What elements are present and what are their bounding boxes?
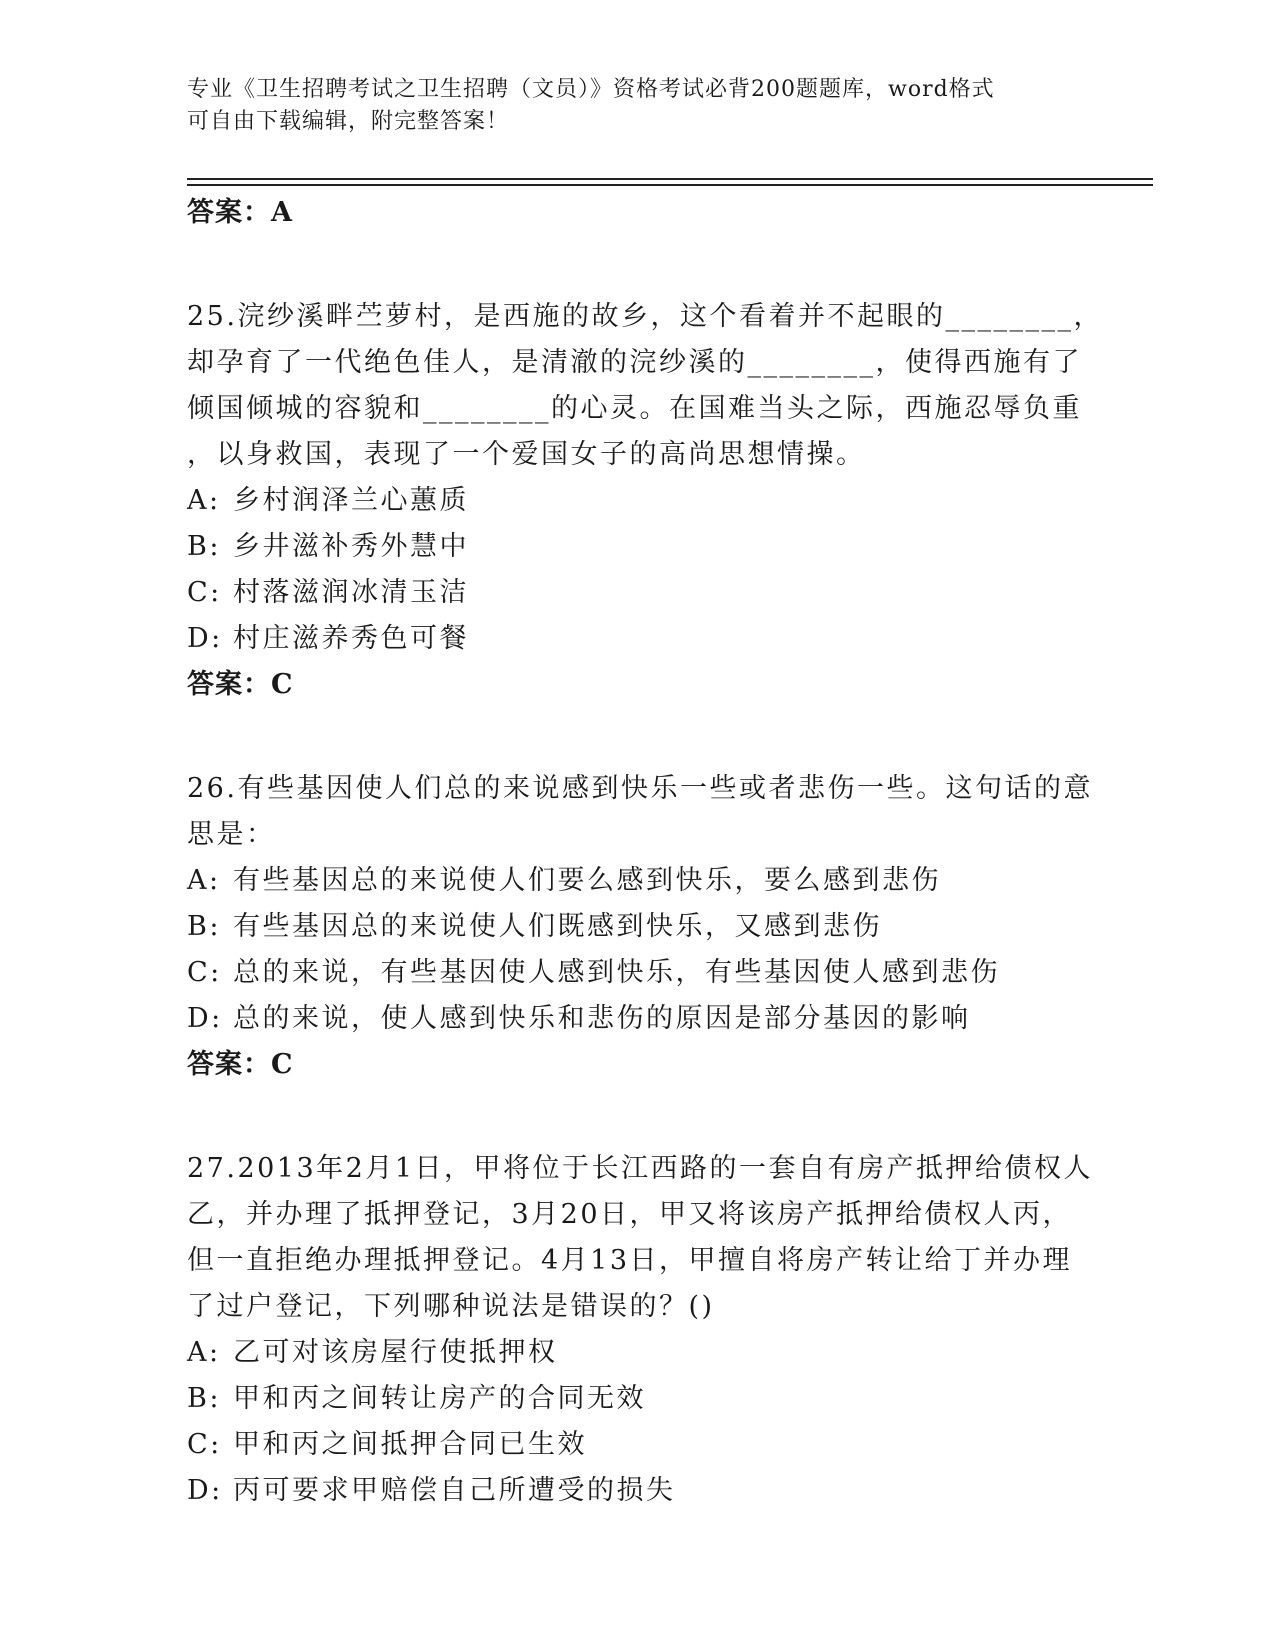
option-text: 甲和丙之间抵押合同已生效 (233, 1429, 587, 1460)
question-text-line: 25.浣纱溪畔苎萝村，是西施的故乡，这个看着并不起眼的________， (187, 301, 1103, 332)
option-key: D: (187, 623, 223, 654)
question-text-line: 26.有些基因使人们总的来说感到快乐一些或者悲伤一些。这句话的意 (187, 773, 1093, 804)
option-b (187, 524, 1087, 570)
option-a (187, 1330, 1087, 1376)
question-text (187, 766, 1093, 858)
option-text: 丙可要求甲赔偿自己所遭受的损失 (233, 1475, 676, 1506)
question-25 (187, 294, 1103, 708)
option-text: 村庄滋养秀色可餐 (233, 623, 469, 654)
option-key: C: (187, 577, 222, 608)
document-header (187, 74, 1067, 138)
option-b (187, 904, 1087, 950)
option-c (187, 570, 1087, 616)
question-text-line: 了过户登记，下列哪种说法是错误的？() (187, 1291, 715, 1322)
option-c (187, 1422, 1087, 1468)
question-text-line: 但一直拒绝办理抵押登记。4月13日，甲擅自将房产转让给丁并办理 (187, 1245, 1073, 1276)
option-key: A: (187, 485, 221, 516)
option-key: B: (187, 911, 221, 942)
header-divider-top (187, 178, 1153, 180)
answer-q26: 答案：C (187, 1049, 294, 1080)
option-d (187, 996, 1087, 1042)
document-body (187, 190, 1103, 1514)
question-26 (187, 766, 1093, 1088)
question-text-line: 乙，并办理了抵押登记，3月20日，甲又将该房产抵押给债权人丙， (187, 1199, 1073, 1230)
option-a (187, 478, 1087, 524)
question-text-line: 27.2013年2月1日，甲将位于长江西路的一套自有房产抵押给债权人 (187, 1153, 1094, 1184)
option-text: 乡村润泽兰心蕙质 (233, 485, 469, 516)
option-text: 有些基因总的来说使人们要么感到快乐，要么感到悲伤 (233, 865, 941, 896)
option-key: C: (187, 957, 222, 988)
option-key: D: (187, 1475, 223, 1506)
option-d (187, 616, 1087, 662)
header-divider-bottom (187, 184, 1153, 186)
option-key: B: (187, 1383, 221, 1414)
answer-q24: 答案：A (187, 197, 293, 228)
option-text: 村落滋润冰清玉洁 (233, 577, 469, 608)
question-text-line: ，以身救国，表现了一个爱国女子的高尚思想情操。 (187, 439, 866, 470)
option-c (187, 950, 1087, 996)
option-text: 总的来说，有些基因使人感到快乐，有些基因使人感到悲伤 (233, 957, 1000, 988)
question-text (187, 1146, 1094, 1330)
option-text: 有些基因总的来说使人们既感到快乐，又感到悲伤 (233, 911, 882, 942)
question-27 (187, 1146, 1094, 1514)
option-key: D: (187, 1003, 223, 1034)
option-a (187, 858, 1087, 904)
option-b (187, 1376, 1087, 1422)
header-title-line-1: 专业《卫生招聘考试之卫生招聘（文员）》资格考试必背200题题库，word格式 (187, 77, 995, 102)
answer-q25: 答案：C (187, 669, 294, 700)
option-key: A: (187, 1337, 221, 1368)
question-text-line: 却孕育了一代绝色佳人，是清澈的浣纱溪的________，使得西施有了 (187, 347, 1082, 378)
option-d (187, 1468, 1087, 1514)
question-text-line: 倾国倾城的容貌和________的心灵。在国难当头之际，西施忍辱负重 (187, 393, 1082, 424)
option-key: B: (187, 531, 221, 562)
option-text: 乙可对该房屋行使抵押权 (233, 1337, 558, 1368)
option-key: A: (187, 865, 221, 896)
option-text: 甲和丙之间转让房产的合同无效 (233, 1383, 646, 1414)
option-text: 乡井滋补秀外慧中 (233, 531, 469, 562)
option-key: C: (187, 1429, 222, 1460)
question-text (187, 294, 1103, 478)
question-text-line: 思是： (187, 819, 276, 850)
header-title-line-2: 可自由下载编辑，附完整答案！ (187, 109, 510, 134)
option-text: 总的来说，使人感到快乐和悲伤的原因是部分基因的影响 (233, 1003, 971, 1034)
